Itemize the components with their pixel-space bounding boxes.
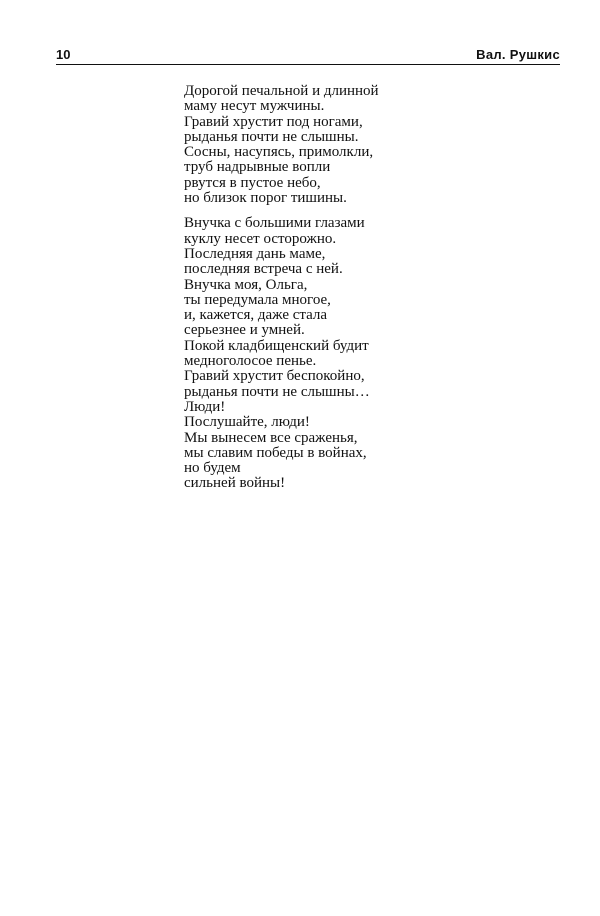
poem-line: мы славим победы в войнах, bbox=[184, 444, 367, 461]
poem-line: но близок порог тишины. bbox=[184, 190, 347, 207]
poem-line: Люди! bbox=[184, 398, 226, 415]
poem-line: Мы вынесем все сраженья, bbox=[184, 429, 358, 446]
poem-line: Дорогой печальной и длинной bbox=[184, 83, 379, 99]
poem-line: Сосны, насупясь, примолкли, bbox=[184, 144, 374, 161]
page-header bbox=[56, 44, 560, 66]
stanza-1 bbox=[184, 84, 504, 206]
poem-line: серьезнее и умней. bbox=[184, 322, 305, 339]
stanza-2 bbox=[184, 216, 504, 491]
poem-line: Последняя дань маме, bbox=[184, 245, 326, 262]
poem-line: Послушайте, люди! bbox=[184, 414, 310, 431]
running-head-author: Вал. Рушкис bbox=[476, 47, 560, 62]
header-rule bbox=[56, 64, 560, 65]
page-number: 10 bbox=[56, 47, 71, 62]
poem-line: труб надрывные вопли bbox=[184, 159, 331, 176]
poem-line: медноголосое пенье. bbox=[184, 353, 317, 370]
poem-line: но будем bbox=[184, 460, 241, 477]
poem-line: рыданья почти не слышны. bbox=[184, 128, 359, 145]
poem-line: сильней войны! bbox=[184, 475, 286, 492]
poem-line: Внучка моя, Ольга, bbox=[184, 276, 308, 293]
poem bbox=[184, 84, 504, 492]
poem-line: Гравий хрустит под ногами, bbox=[184, 113, 363, 130]
poem-line: рыданья почти не слышны… bbox=[184, 383, 370, 400]
poem-line: маму несут мужчины. bbox=[184, 98, 325, 115]
poem-line: последняя встреча с ней. bbox=[184, 261, 343, 278]
poem-line: и, кажется, даже стала bbox=[184, 307, 328, 324]
poem-line: Покой кладбищенский будит bbox=[184, 337, 369, 354]
poem-line: Внучка с большими глазами bbox=[184, 215, 365, 232]
poem-line: куклу несет осторожно. bbox=[184, 230, 337, 247]
poem-line: ты передумала многое, bbox=[184, 291, 331, 308]
poem-line: Гравий хрустит беспокойно, bbox=[184, 368, 365, 385]
poem-line: рвутся в пустое небо, bbox=[184, 174, 321, 191]
